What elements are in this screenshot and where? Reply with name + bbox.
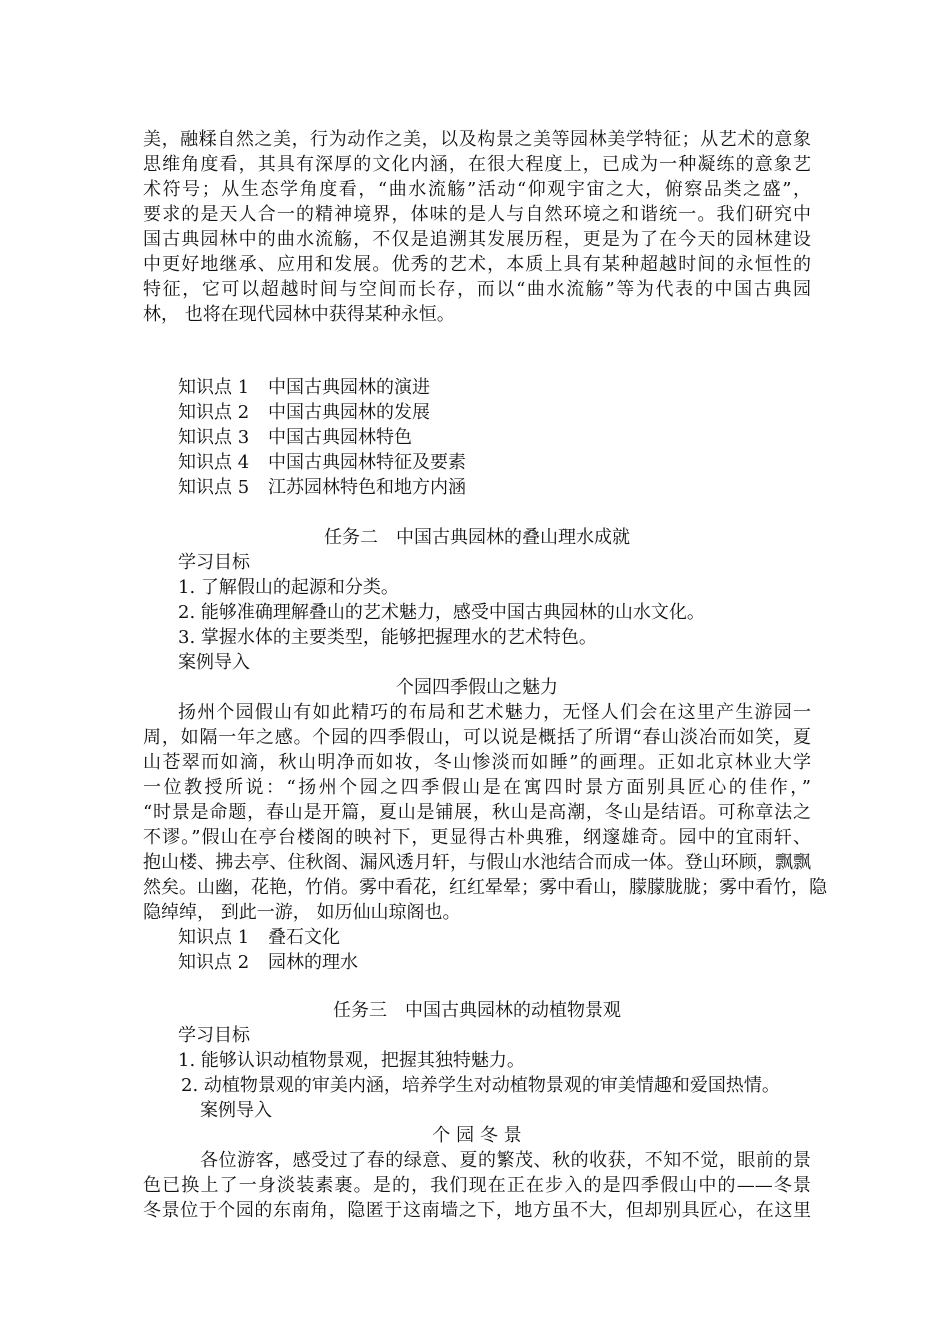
knowledge-point-title: 中国古典园林的发展 xyxy=(268,402,430,423)
task3-case-title: 个 园 冬 景 xyxy=(432,1125,522,1146)
intro-line: 国古典园林中的曲水流觞，不仅是追溯其发展历程，更是为了在今天的园林建设 xyxy=(143,229,811,250)
case-line: 冬景位于个园的东南角，隐匿于这南墙之下，地方虽不大，但却别具匠心，在这里 xyxy=(143,1200,811,1221)
case-line: 色已换上了一身淡装素裹。是的，我们现在正在步入的是四季假山中的——冬景 xyxy=(143,1175,811,1196)
intro-line: 特征，它可以超越时间与空间而长存，而以“曲水流觞”等为代表的中国古典园 xyxy=(143,279,811,300)
case-line: 不谬。”假山在亭台楼阁的映衬下，更显得古朴典雅，纲邃雄奇。园中的宜雨轩、 xyxy=(143,827,811,848)
task3-goal: 2. 动植物景观的审美内涵，培养学生对动植物景观的审美情趣和爱国热情。 xyxy=(181,1075,780,1096)
task3-case-label: 案例导入 xyxy=(200,1100,272,1121)
task2-goal: 3. 掌握水体的主要类型，能够把握理水的艺术特色。 xyxy=(178,627,597,648)
task3-goal: 1. 能够认识动植物景观，把握其独特魅力。 xyxy=(178,1050,525,1071)
task2-case-title: 个园四季假山之魅力 xyxy=(396,677,558,698)
case-line: 扬州个园假山有如此精巧的布局和艺术魅力，无怪人们会在这里产生游园一 xyxy=(178,702,811,723)
task2-goals-label: 学习目标 xyxy=(178,552,250,573)
case-line: 然矣。山幽，花艳，竹俏。雾中看花，红红晕晕；雾中看山，朦朦胧胧；雾中看竹，隐 xyxy=(143,877,827,898)
task2-goal: 2. 能够准确理解叠山的艺术魅力，感受中国古典园林的山水文化。 xyxy=(178,602,705,623)
knowledge-point-title: 叠石文化 xyxy=(268,927,340,948)
task3-goals-label: 学习目标 xyxy=(178,1025,250,1046)
knowledge-point-number: 知识点 5 xyxy=(178,477,250,498)
knowledge-point xyxy=(178,425,412,450)
knowledge-point xyxy=(178,400,430,425)
knowledge-point xyxy=(178,450,466,475)
knowledge-point-number: 知识点 1 xyxy=(178,377,250,398)
task2-case-label: 案例导入 xyxy=(178,652,250,673)
task3-title: 任务三 中国古典园林的动植物景观 xyxy=(333,1000,621,1021)
case-line: 山苍翠而如滴，秋山明净而如妆，冬山惨淡而如睡”的画理。正如北京林业大学 xyxy=(143,752,811,773)
intro-line: 中更好地继承、应用和发展。优秀的艺术，本质上具有某种超越时间的永恒性的 xyxy=(143,254,811,275)
intro-line: 美，融糅自然之美，行为动作之美，以及构景之美等园林美学特征；从艺术的意象 xyxy=(143,129,811,150)
knowledge-point-number: 知识点 4 xyxy=(178,452,250,473)
case-line: 周，如隔一年之感。个园的四季假山，可以说是概括了所谓“春山淡冶而如笑，夏 xyxy=(143,727,811,748)
case-line: 隐绰绰， 到此一游， 如历仙山琼阁也。 xyxy=(143,902,461,923)
knowledge-point xyxy=(178,375,430,400)
knowledge-point-title: 中国古典园林特色 xyxy=(268,427,412,448)
knowledge-point xyxy=(178,925,340,950)
task2-goal: 1. 了解假山的起源和分类。 xyxy=(178,577,399,598)
knowledge-point xyxy=(178,950,358,975)
knowledge-point-number: 知识点 3 xyxy=(178,427,250,448)
knowledge-point-title: 江苏园林特色和地方内涵 xyxy=(268,477,466,498)
knowledge-point-title: 园林的理水 xyxy=(268,952,358,973)
knowledge-point xyxy=(178,475,466,500)
knowledge-point-number: 知识点 2 xyxy=(178,402,250,423)
task2-title: 任务二 中国古典园林的叠山理水成就 xyxy=(324,527,630,548)
knowledge-point-title: 中国古典园林特征及要素 xyxy=(268,452,466,473)
knowledge-point-number: 知识点 1 xyxy=(178,927,250,948)
case-line: 一位教授所说：“扬州个园之四季假山是在寓四时景方面别具匠心的佳作，” xyxy=(143,777,811,798)
intro-line: 思维角度看，其具有深厚的文化内涵，在很大程度上，已成为一种凝练的意象艺 xyxy=(143,154,811,175)
intro-line: 术符号；从生态学角度看，“曲水流觞”活动“仰观宇宙之大，俯察品类之盛”， xyxy=(143,179,811,200)
intro-line: 要求的是天人合一的精神境界，体味的是人与自然环境之和谐统一。我们研究中 xyxy=(143,204,811,225)
case-line: 抱山楼、拂去亭、住秋阁、漏风透月轩，与假山水池结合而成一体。登山环顾，飘飘 xyxy=(143,852,811,873)
case-line: “时景是命题，春山是开篇，夏山是铺展，秋山是高潮，冬山是结语。可称章法之 xyxy=(143,802,811,823)
knowledge-point-title: 中国古典园林的演进 xyxy=(268,377,430,398)
intro-line: 林， 也将在现代园林中获得某种永恒。 xyxy=(143,304,455,325)
case-line: 各位游客，感受过了春的绿意、夏的繁茂、秋的收获，不知不觉，眼前的景 xyxy=(200,1150,811,1171)
knowledge-point-number: 知识点 2 xyxy=(178,952,250,973)
